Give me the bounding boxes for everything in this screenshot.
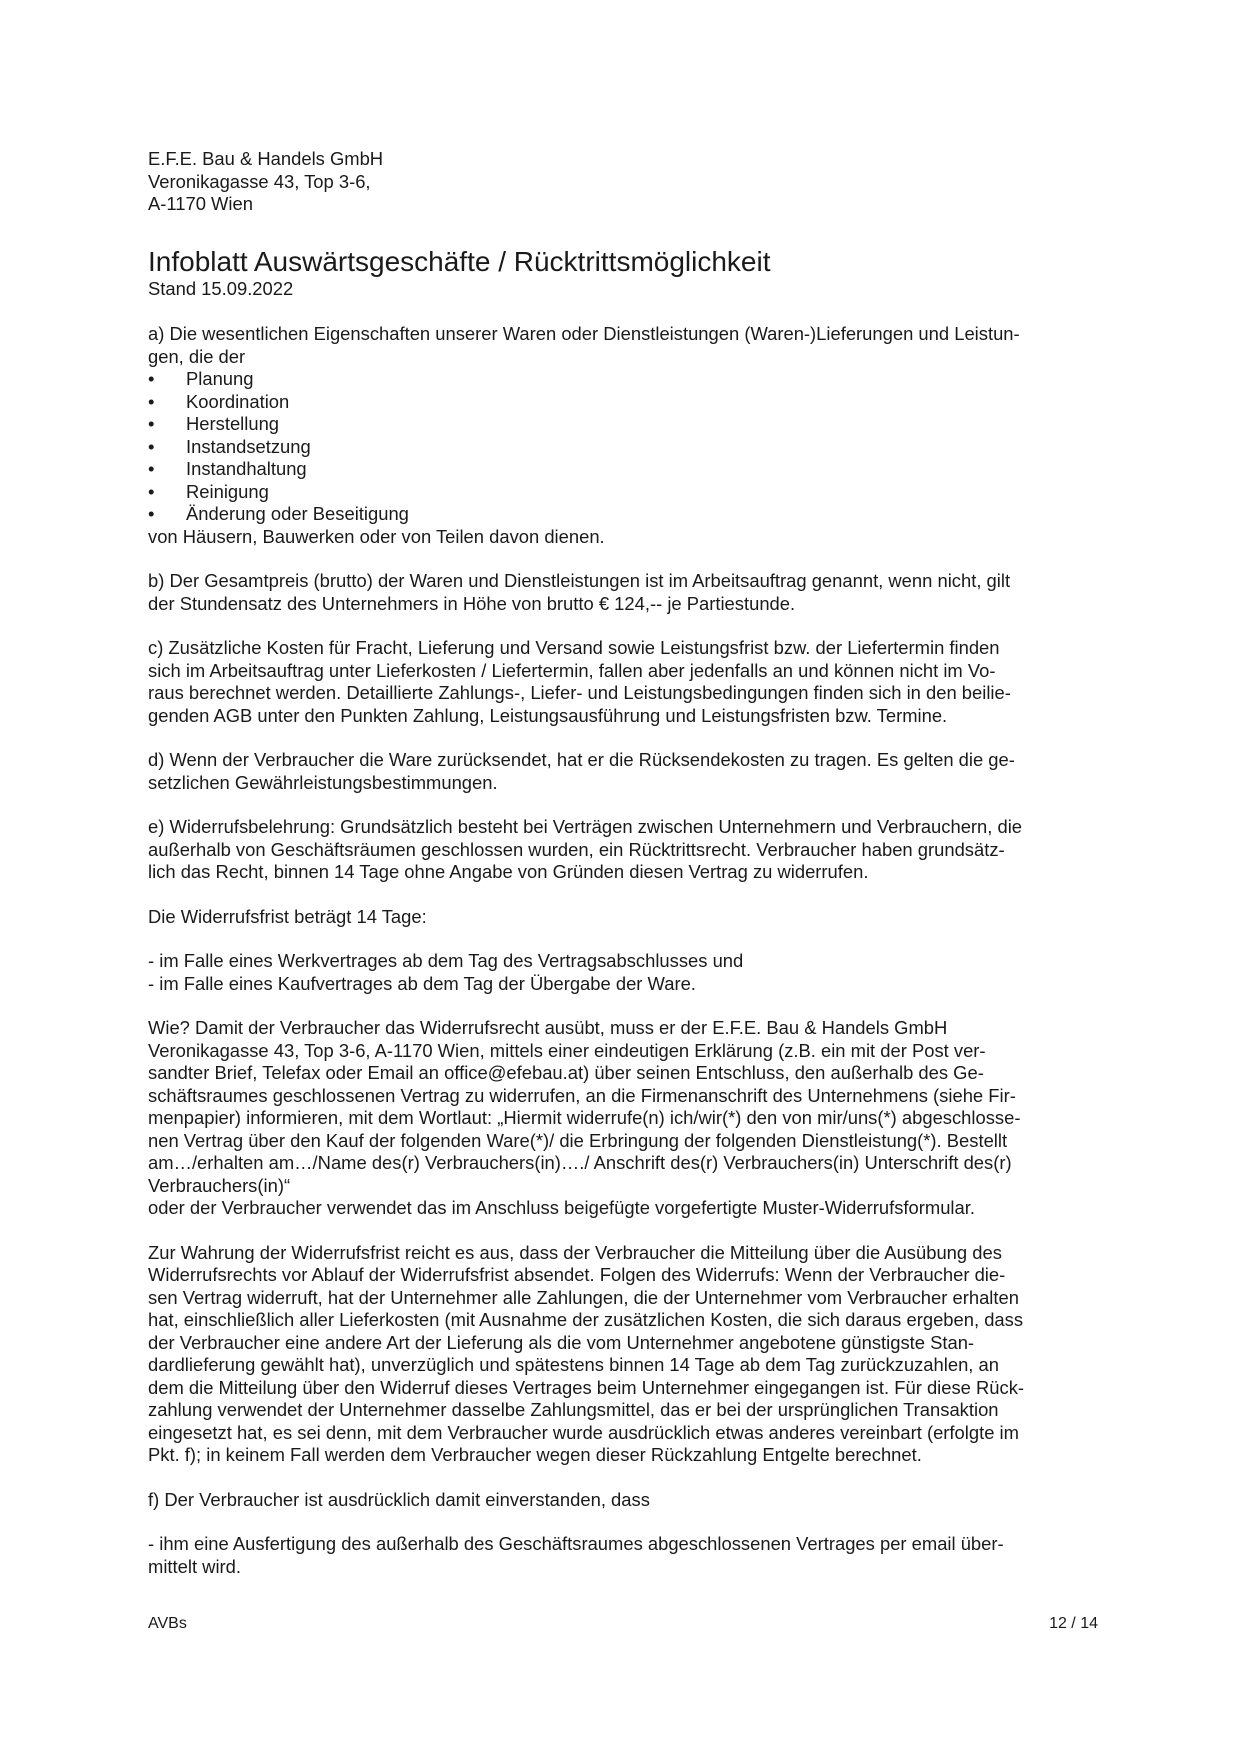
- text-line: außerhalb von Geschäftsräumen geschlossen wurden, ein Rücktrittsrecht. Verbraucher haben grundsätz-: [148, 838, 1005, 860]
- text-line: dardlieferung gewählt hat), unverzüglich und spätestens binnen 14 Tage ab dem Tag zurückzuzahlen, an: [148, 1354, 999, 1375]
- document-page: [148, 148, 1098, 1578]
- text-line: Zur Wahrung der Widerrufsfrist reicht es aus, dass der Verbraucher die Mitteilung über die Ausübung des: [148, 1241, 1002, 1263]
- text-line: - im Falle eines Werkvertrages ab dem Tag des Vertragsabschlusses und: [148, 950, 744, 971]
- list-item: [148, 413, 1098, 436]
- withdrawal-period-cases: [148, 950, 1098, 995]
- page-footer: [148, 1614, 1098, 1634]
- page-number: 12 / 14: [1049, 1615, 1098, 1632]
- text-line: Wie? Damit der Verbraucher das Widerrufsrecht ausübt, muss er der E.F.E. Bau & Handels GmbH: [148, 1017, 948, 1038]
- list-item-label: Planung: [186, 368, 254, 389]
- sender-address: [148, 148, 1098, 216]
- list-item-label: Änderung oder Beseitigung: [186, 503, 409, 524]
- text-line: oder der Verbraucher verwendet das im Anschluss beigefügte vorgefertigte Muster-Widerrufsformular.: [148, 1197, 975, 1218]
- company-name: E.F.E. Bau & Handels GmbH: [148, 148, 384, 169]
- text-line: hat, einschließlich aller Lieferkosten (mit Ausnahme der zusätzlichen Kosten, die sich daraus ergeben, dass: [148, 1309, 1024, 1330]
- text-line: lich das Recht, binnen 14 Tage ohne Angabe von Gründen diesen Vertrag zu widerrufen.: [148, 861, 869, 882]
- text-line: raus berechnet werden. Detaillierte Zahlungs-, Liefer- und Leistungsbedingungen finden sich in den beilie-: [148, 682, 1011, 703]
- text-line: zahlung verwendet der Unternehmer dasselbe Zahlungsmittel, das er bei der ursprünglichen Transaktion: [148, 1399, 999, 1420]
- text-line: - im Falle eines Kaufvertrages ab dem Tag der Übergabe der Ware.: [148, 972, 696, 994]
- text-line: Verbrauchers(in)“: [148, 1174, 291, 1196]
- list-item-label: Herstellung: [186, 413, 280, 434]
- bullet-icon: •: [148, 413, 155, 434]
- text-line: schäftsraumes geschlossenen Vertrag zu widerrufen, an die Firmenanschrift des Unternehmens (siehe Fir-: [148, 1084, 1016, 1106]
- list-item: [148, 368, 1098, 391]
- bullet-icon: •: [148, 458, 155, 479]
- text-line: d) Wenn der Verbraucher die Ware zurücksendet, hat er die Rücksendekosten zu tragen. Es gelten die ge-: [148, 749, 1015, 770]
- withdrawal-consequences: [148, 1242, 1098, 1467]
- text-line: menpapier) informieren, mit dem Wortlaut: „Hiermit widerrufe(n) ich/wir(*) den von mir/uns(*) abgeschlosse-: [148, 1107, 1021, 1128]
- section-a: [148, 323, 1098, 548]
- text-line: sen Vertrag widerruft, hat der Unternehmer alle Zahlungen, die der Unternehmer vom Verbraucher erhalten: [148, 1286, 1019, 1308]
- document-title: Infoblatt Auswärtsgeschäfte / Rücktrittsmöglichkeit: [148, 245, 771, 277]
- text-line: a) Die wesentlichen Eigenschaften unserer Waren oder Dienstleistungen (Waren-)Lieferungen und Leistun-: [148, 323, 1020, 344]
- list-item-label: Koordination: [186, 390, 290, 412]
- section-d: [148, 749, 1098, 794]
- section-c: [148, 637, 1098, 727]
- list-item: [148, 436, 1098, 459]
- text-line: genden AGB unter den Punkten Zahlung, Leistungsausführung und Leistungsfristen bzw. Termine.: [148, 704, 948, 726]
- list-item-label: Instandsetzung: [186, 435, 311, 457]
- list-item-label: Instandhaltung: [186, 458, 307, 479]
- bullet-icon: •: [148, 503, 155, 524]
- text-line: b) Der Gesamtpreis (brutto) der Waren und Dienstleistungen ist im Arbeitsauftrag genannt, wenn nicht, gilt: [148, 570, 1011, 591]
- document-date: Stand 15.09.2022: [148, 277, 294, 299]
- withdrawal-how: [148, 1017, 1098, 1220]
- text-line: f) Der Verbraucher ist ausdrücklich damit einverstanden, dass: [148, 1488, 650, 1510]
- text-line: sandter Brief, Telefax oder Email an office@efebau.at) über seinen Entschluss, den außerhalb des Ge-: [148, 1062, 984, 1083]
- list-item: [148, 391, 1098, 414]
- text-line: der Verbraucher eine andere Art der Lieferung als die vom Unternehmer angebotene günstigste Stan-: [148, 1331, 975, 1353]
- text-line: setzlichen Gewährleistungsbestimmungen.: [148, 771, 498, 793]
- section-f: [148, 1489, 1098, 1512]
- text-line: am…/erhalten am…/Name des(r) Verbrauchers(in)…./ Anschrift des(r) Verbrauchers(in) Unterschrift des(r): [148, 1152, 1012, 1173]
- text-line: sich im Arbeitsauftrag unter Lieferkosten / Liefertermin, fallen aber jedenfalls an und können nicht im Vo-: [148, 659, 996, 681]
- text-line: c) Zusätzliche Kosten für Fracht, Lieferung und Versand sowie Leistungsfrist bzw. der Liefertermin finden: [148, 637, 1000, 658]
- bullet-icon: •: [148, 390, 155, 412]
- section-b: [148, 570, 1098, 615]
- text-line: dem die Mitteilung über den Widerruf dieses Vertrages beim Unternehmer eingegangen ist. Für diese Rück-: [148, 1376, 1025, 1398]
- text-line: Die Widerrufsfrist beträgt 14 Tage:: [148, 905, 427, 927]
- text-line: - ihm eine Ausfertigung des außerhalb des Geschäftsraumes abgeschlossenen Vertrages per email über-: [148, 1533, 1004, 1554]
- footer-label: AVBs: [148, 1615, 187, 1632]
- section-e: [148, 816, 1098, 884]
- withdrawal-period: [148, 906, 1098, 929]
- text-line: Pkt. f); in keinem Fall werden dem Verbraucher wegen dieser Rückzahlung Entgelte berechnet.: [148, 1444, 922, 1465]
- bullet-icon: •: [148, 435, 155, 457]
- section-f-item: [148, 1533, 1098, 1578]
- text-line: Widerrufsrechts vor Ablauf der Widerrufsfrist absendet. Folgen des Widerrufs: Wenn der Verbraucher die-: [148, 1264, 1006, 1285]
- city-address: A-1170 Wien: [148, 193, 253, 214]
- bullet-icon: •: [148, 480, 155, 502]
- text-line: von Häusern, Bauwerken oder von Teilen davon dienen.: [148, 525, 605, 547]
- service-list: [148, 368, 1098, 526]
- bullet-icon: •: [148, 368, 155, 389]
- text-line: mittelt wird.: [148, 1555, 241, 1577]
- text-line: nen Vertrag über den Kauf der folgenden Ware(*)/ die Erbringung der folgenden Dienstleistung(*). Bestellt: [148, 1129, 1008, 1151]
- street-address: Veronikagasse 43, Top 3-6,: [148, 170, 371, 192]
- list-item: [148, 458, 1098, 481]
- text-line: gen, die der: [148, 345, 246, 367]
- list-item: [148, 481, 1098, 504]
- list-item-label: Reinigung: [186, 480, 269, 502]
- list-item: [148, 503, 1098, 526]
- text-line: eingesetzt hat, es sei denn, mit dem Verbraucher wurde ausdrücklich etwas anderes vereinbart (erfolgte im: [148, 1421, 1019, 1443]
- text-line: der Stundensatz des Unternehmers in Höhe von brutto € 124,-- je Partiestunde.: [148, 592, 796, 614]
- text-line: e) Widerrufsbelehrung: Grundsätzlich besteht bei Verträgen zwischen Unternehmern und Verbrauchern, die: [148, 816, 1023, 837]
- text-line: Veronikagasse 43, Top 3-6, A-1170 Wien, mittels einer eindeutigen Erklärung (z.B. ein mit der Post ver-: [148, 1039, 986, 1061]
